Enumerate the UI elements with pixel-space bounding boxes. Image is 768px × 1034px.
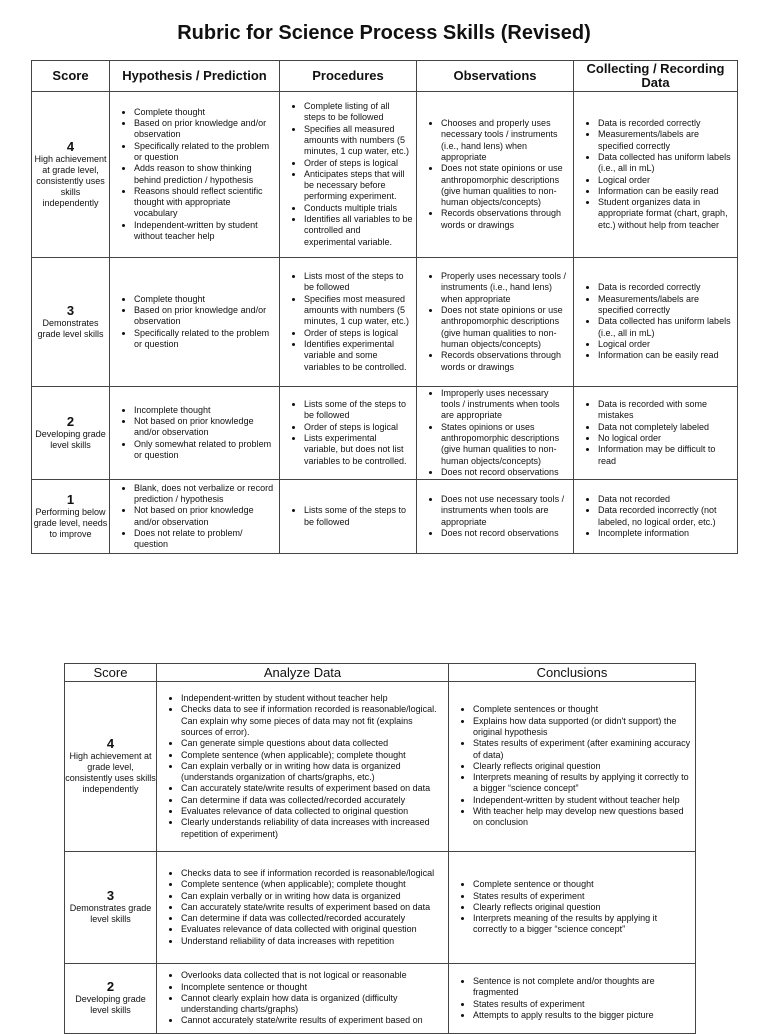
score-description: Developing grade level skills	[35, 428, 106, 450]
criteria-item: • Student organizes data in appropriate format (chart, graph, etc.) without help from teacher	[598, 197, 734, 231]
criteria-item: • Overlooks data collected that is not logical or reasonable	[181, 970, 445, 981]
rubric-row	[32, 480, 738, 554]
criteria-item: • Understand reliability of data increases with repetition	[181, 936, 445, 947]
criteria-item: • Specifically related to the problem or question	[134, 141, 276, 164]
criteria-cell	[574, 387, 738, 480]
criteria-list	[157, 693, 448, 840]
criteria-item: • Identifies experimental variable and some variables to be controlled.	[304, 339, 413, 373]
criteria-item: • Lists experimental variable, but does not list variables to be controlled.	[304, 433, 413, 467]
score-number: 2	[106, 979, 115, 994]
criteria-item: • Does not relate to problem/ question	[134, 528, 276, 551]
criteria-item: • Can determine if data was collected/recorded accurately	[181, 913, 445, 924]
criteria-cell	[280, 387, 417, 480]
criteria-item: • Does not state opinions or use anthropomorphic descriptions (give human qualities to non-human objects/concepts)	[441, 163, 570, 208]
criteria-item: • With teacher help may develop new questions based on conclusion	[473, 806, 692, 829]
criteria-item: • Attempts to apply results to the bigger picture	[473, 1010, 692, 1021]
criteria-list	[417, 388, 573, 478]
score-number: 4	[106, 736, 115, 751]
criteria-item: • Can explain verbally or in writing how data is organized	[181, 891, 445, 902]
criteria-cell	[449, 682, 696, 852]
criteria-cell	[110, 258, 280, 387]
criteria-list	[280, 505, 416, 528]
score-cell	[65, 682, 157, 852]
criteria-item: • Complete sentence (when applicable); complete thought	[181, 879, 445, 890]
criteria-item: • Information can be easily read	[598, 186, 734, 197]
criteria-item: • Complete thought	[134, 107, 276, 118]
criteria-cell	[280, 92, 417, 258]
criteria-cell	[449, 964, 696, 1034]
criteria-cell	[110, 480, 280, 554]
criteria-item: • Logical order	[598, 339, 734, 350]
criteria-cell	[417, 480, 574, 554]
criteria-list	[449, 976, 695, 1021]
criteria-item: • Complete sentence (when applicable); complete thought	[181, 750, 445, 761]
criteria-item: • States results of experiment	[473, 891, 692, 902]
criteria-item: • Evaluates relevance of data collected to original question	[181, 806, 445, 817]
header-observations: Observations	[417, 61, 574, 92]
rubric-row	[65, 682, 696, 852]
criteria-item: • Lists some of the steps to be followed	[304, 399, 413, 422]
criteria-item: • Not based on prior knowledge and/or observation	[134, 505, 276, 528]
rubric-table-analysis	[64, 663, 696, 1034]
criteria-cell	[417, 92, 574, 258]
criteria-item: • Complete thought	[134, 294, 276, 305]
criteria-item: • Cannot clearly explain how data is organized (difficulty understanding charts/graphs)	[181, 993, 445, 1016]
criteria-item: • Specifies all measured amounts with numbers (5 minutes, 1 cup water, etc.)	[304, 124, 413, 158]
criteria-item: • Specifically related to the problem or question	[134, 328, 276, 351]
criteria-item: • Order of steps is logical	[304, 328, 413, 339]
score-cell	[65, 964, 157, 1034]
criteria-item: • Can accurately state/write results of experiment based on data	[181, 783, 445, 794]
header-hypothesis: Hypothesis / Prediction	[110, 61, 280, 92]
criteria-item: • Incomplete sentence or thought	[181, 982, 445, 993]
criteria-item: • Data not recorded	[598, 494, 734, 505]
criteria-item: • Explains how data supported (or didn't support) the original hypothesis	[473, 716, 692, 739]
score-description: Demonstrates grade level skills	[37, 317, 104, 339]
criteria-item: • Data not completely labeled	[598, 422, 734, 433]
criteria-item: • Clearly understands reliability of data increases with increased repetition of experiment)	[181, 817, 445, 840]
criteria-cell	[417, 387, 574, 480]
criteria-list	[157, 970, 448, 1026]
score-number: 4	[66, 138, 75, 154]
criteria-item: • Checks data to see if information recorded is reasonable/logical. Can explain why some pieces of data may not fit (explains sources of error).	[181, 704, 445, 738]
criteria-item: • Based on prior knowledge and/or observation	[134, 305, 276, 328]
criteria-item: • Clearly reflects original question	[473, 902, 692, 913]
score-cell	[32, 258, 110, 387]
criteria-list	[110, 483, 279, 551]
criteria-item: • Blank, does not verbalize or record prediction / hypothesis	[134, 483, 276, 506]
score-description: Performing below grade level, needs to improve	[33, 506, 108, 539]
criteria-item: • Properly uses necessary tools / instruments (i.e., hand lens) when appropriate	[441, 271, 570, 305]
criteria-item: • Data is recorded with some mistakes	[598, 399, 734, 422]
criteria-item: • Incomplete thought	[134, 405, 276, 416]
criteria-item: • Chooses and properly uses necessary tools / instruments (i.e., hand lens) when appropriate	[441, 118, 570, 163]
header-procedures: Procedures	[280, 61, 417, 92]
criteria-item: • States results of experiment	[473, 999, 692, 1010]
rubric-row	[32, 387, 738, 480]
criteria-item: • No logical order	[598, 433, 734, 444]
criteria-item: • Reasons should reflect scientific thought with appropriate vocabulary	[134, 186, 276, 220]
criteria-list	[449, 879, 695, 935]
criteria-list	[110, 107, 279, 243]
criteria-item: • Does not use necessary tools / instruments when tools are appropriate	[441, 494, 570, 528]
criteria-list	[574, 118, 737, 231]
criteria-list	[110, 294, 279, 350]
criteria-item: • Sentence is not complete and/or thoughts are fragmented	[473, 976, 692, 999]
criteria-item: • Evaluates relevance of data collected with original question	[181, 924, 445, 935]
criteria-item: • Order of steps is logical	[304, 422, 413, 433]
criteria-item: • Checks data to see if information recorded is reasonable/logical	[181, 868, 445, 879]
criteria-cell	[280, 258, 417, 387]
criteria-item: • States opinions or uses anthropomorphic descriptions (give human qualities to non-human objects/concepts)	[441, 422, 570, 467]
criteria-item: • Records observations through words or drawings	[441, 208, 570, 231]
criteria-item: • Complete sentences or thought	[473, 704, 692, 715]
criteria-list	[417, 271, 573, 373]
score-cell	[32, 480, 110, 554]
criteria-item: • Does not state opinions or use anthropomorphic descriptions (give human qualities to non-human objects/concepts)	[441, 305, 570, 350]
criteria-cell	[110, 387, 280, 480]
criteria-item: • Based on prior knowledge and/or observation	[134, 118, 276, 141]
criteria-item: • Data is recorded correctly	[598, 118, 734, 129]
criteria-item: • Conducts multiple trials	[304, 203, 413, 214]
criteria-item: • Lists some of the steps to be followed	[304, 505, 413, 528]
criteria-item: • Clearly reflects original question	[473, 761, 692, 772]
criteria-item: • Can accurately state/write results of experiment based on data	[181, 902, 445, 913]
header-score: Score	[65, 664, 157, 682]
criteria-item: • Measurements/labels are specified correctly	[598, 129, 734, 152]
criteria-item: • Measurements/labels are specified correctly	[598, 294, 734, 317]
criteria-item: • Identifies all variables to be controlled and experimental variable.	[304, 214, 413, 248]
score-number: 3	[66, 302, 75, 318]
criteria-list	[574, 282, 737, 361]
criteria-cell	[157, 682, 449, 852]
criteria-cell	[280, 480, 417, 554]
criteria-item: • Anticipates steps that will be necessary before performing experiment.	[304, 169, 413, 203]
criteria-item: • States results of experiment (after examining accuracy of data)	[473, 738, 692, 761]
header-conclusions: Conclusions	[449, 664, 696, 682]
criteria-item: • Data collected has uniform labels (i.e., all in mL)	[598, 316, 734, 339]
page-title: Rubric for Science Process Skills (Revised)	[177, 22, 591, 44]
criteria-item: • Only somewhat related to problem or question	[134, 439, 276, 462]
criteria-item: • Cannot accurately state/write results of experiment based on	[181, 1015, 445, 1026]
score-number: 1	[66, 491, 75, 507]
criteria-item: • Does not record observations	[441, 467, 570, 478]
criteria-list	[417, 494, 573, 539]
rubric-row	[65, 852, 696, 964]
criteria-list	[417, 118, 573, 231]
rubric-row	[32, 92, 738, 258]
criteria-list	[449, 704, 695, 828]
criteria-list	[574, 399, 737, 467]
criteria-item: • Interprets meaning of the results by applying it correctly to a bigger “science concept”	[473, 913, 692, 936]
criteria-item: • Data collected has uniform labels (i.e., all in mL)	[598, 152, 734, 175]
criteria-item: • Data recorded incorrectly (not labeled, no logical order, etc.)	[598, 505, 734, 528]
criteria-cell	[417, 258, 574, 387]
criteria-cell	[449, 852, 696, 964]
criteria-item: • Independent-written by student without teacher help	[181, 693, 445, 704]
criteria-cell	[574, 258, 738, 387]
rubric-table-process-skills	[31, 60, 738, 554]
criteria-item: • Lists most of the steps to be followed	[304, 271, 413, 294]
criteria-cell	[157, 852, 449, 964]
criteria-list	[157, 868, 448, 947]
score-number: 3	[106, 888, 115, 903]
criteria-item: • Complete sentence or thought	[473, 879, 692, 890]
criteria-item: • Can generate simple questions about data collected	[181, 738, 445, 749]
criteria-item: • Incomplete information	[598, 528, 734, 539]
score-number: 2	[66, 413, 75, 429]
criteria-item: • Does not record observations	[441, 528, 570, 539]
score-description: High achievement at grade level, consistently uses skills independently	[34, 153, 107, 208]
criteria-item: • Independent-written by student without teacher help	[134, 220, 276, 243]
criteria-cell	[157, 964, 449, 1034]
rubric-row	[65, 964, 696, 1034]
criteria-item: • Independent-written by student without teacher help	[473, 795, 692, 806]
score-cell	[32, 387, 110, 480]
header-analyze-data: Analyze Data	[157, 664, 449, 682]
criteria-item: • Logical order	[598, 175, 734, 186]
rubric-row	[32, 258, 738, 387]
criteria-item: • Information can be easily read	[598, 350, 734, 361]
criteria-item: • Records observations through words or drawings	[441, 350, 570, 373]
criteria-list	[280, 101, 416, 248]
score-cell	[32, 92, 110, 258]
score-cell	[65, 852, 157, 964]
criteria-item: • Adds reason to show thinking behind prediction / hypothesis	[134, 163, 276, 186]
header-collecting: Collecting / Recording Data	[574, 61, 738, 92]
criteria-list	[574, 494, 737, 539]
criteria-item: • Improperly uses necessary tools / instruments when tools are appropriate	[441, 388, 570, 422]
score-description: Developing grade level skills	[75, 994, 146, 1015]
score-description: High achievement at grade level, consistently uses skills independently	[65, 751, 156, 794]
criteria-item: • Specifies most measured amounts with numbers (5 minutes, 1 cup water, etc.)	[304, 294, 413, 328]
criteria-cell	[574, 92, 738, 258]
criteria-item: • Information may be difficult to read	[598, 444, 734, 467]
criteria-cell	[110, 92, 280, 258]
criteria-cell	[574, 480, 738, 554]
header-score: Score	[32, 61, 110, 92]
criteria-item: • Not based on prior knowledge and/or observation	[134, 416, 276, 439]
criteria-list	[110, 405, 279, 461]
criteria-item: • Order of steps is logical	[304, 158, 413, 169]
criteria-item: • Can explain verbally or in writing how data is organized (understands organization of charts/graphs, etc.)	[181, 761, 445, 784]
criteria-item: • Data is recorded correctly	[598, 282, 734, 293]
criteria-item: • Interprets meaning of results by applying it correctly to a bigger “science concept”	[473, 772, 692, 795]
score-description: Demonstrates grade level skills	[69, 903, 152, 924]
criteria-list	[280, 271, 416, 373]
criteria-list	[280, 399, 416, 467]
criteria-item: • Can determine if data was collected/recorded accurately	[181, 795, 445, 806]
criteria-item: • Complete listing of all steps to be followed	[304, 101, 413, 124]
